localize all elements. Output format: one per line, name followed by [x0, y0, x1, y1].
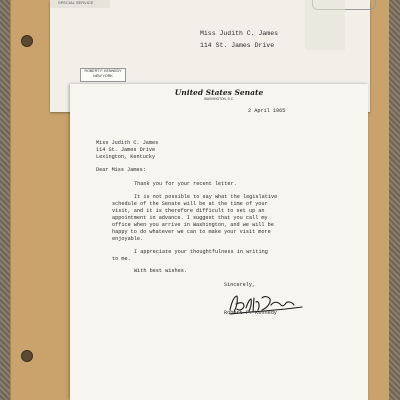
- paragraph-4-line-1: With best wishes.: [134, 268, 187, 274]
- paragraph-2-line-4: appointment in advance. I suggest that you call my: [112, 215, 268, 221]
- paragraph-2-line-2: schedule of the Senate will be at the time of your: [112, 201, 268, 207]
- paragraph-3-line-2: to me.: [112, 256, 131, 262]
- folder-hole-top: [21, 35, 33, 47]
- sender-state: NEW YORK: [93, 74, 113, 78]
- envelope-sender-box: [80, 68, 126, 82]
- address-line-street: 114 St. James Drive: [96, 147, 156, 153]
- tape-strip: [305, 0, 345, 50]
- letterhead-place: WASHINGTON, D.C.: [204, 97, 234, 101]
- envelope-recipient-name: Miss Judith C. James: [200, 30, 279, 37]
- envelope-recipient-street: 114 St. James Drive: [200, 42, 275, 49]
- signer-name: Robert F. Kennedy: [224, 310, 277, 316]
- envelope-stub-label: SPECIAL SERVICE: [58, 0, 94, 5]
- sender-name: ROBERT F. KENNEDY: [84, 69, 122, 73]
- paragraph-2-line-6: happy to do whatever we can to make your visit more: [112, 229, 271, 235]
- paragraph-2-line-7: enjoyable.: [112, 236, 144, 242]
- envelope-stub: [50, 0, 110, 8]
- letterhead-title: United States Senate: [174, 88, 264, 97]
- paragraph-2-line-1: It is not possible to say what the legislative: [134, 194, 278, 200]
- paragraph-2-line-5: office when you arrive in Washington, and we will be: [112, 222, 274, 228]
- paragraph-2-line-3: visit, and it is therefore difficult to set up an: [112, 208, 265, 214]
- letter-page: [70, 84, 368, 400]
- folder-hole-bottom: [21, 350, 33, 362]
- letter-date: 2 April 1965: [248, 108, 286, 114]
- salutation: Dear Miss James:: [96, 167, 146, 173]
- paragraph-1-line-1: Thank you for your recent letter.: [134, 181, 237, 187]
- address-line-city: Lexington, Kentucky: [96, 154, 156, 160]
- closing: Sincerely,: [224, 282, 256, 288]
- address-line-name: Miss Judith C. James: [96, 140, 159, 146]
- paragraph-3-line-1: I appreciate your thoughtfulness in writing: [134, 249, 268, 255]
